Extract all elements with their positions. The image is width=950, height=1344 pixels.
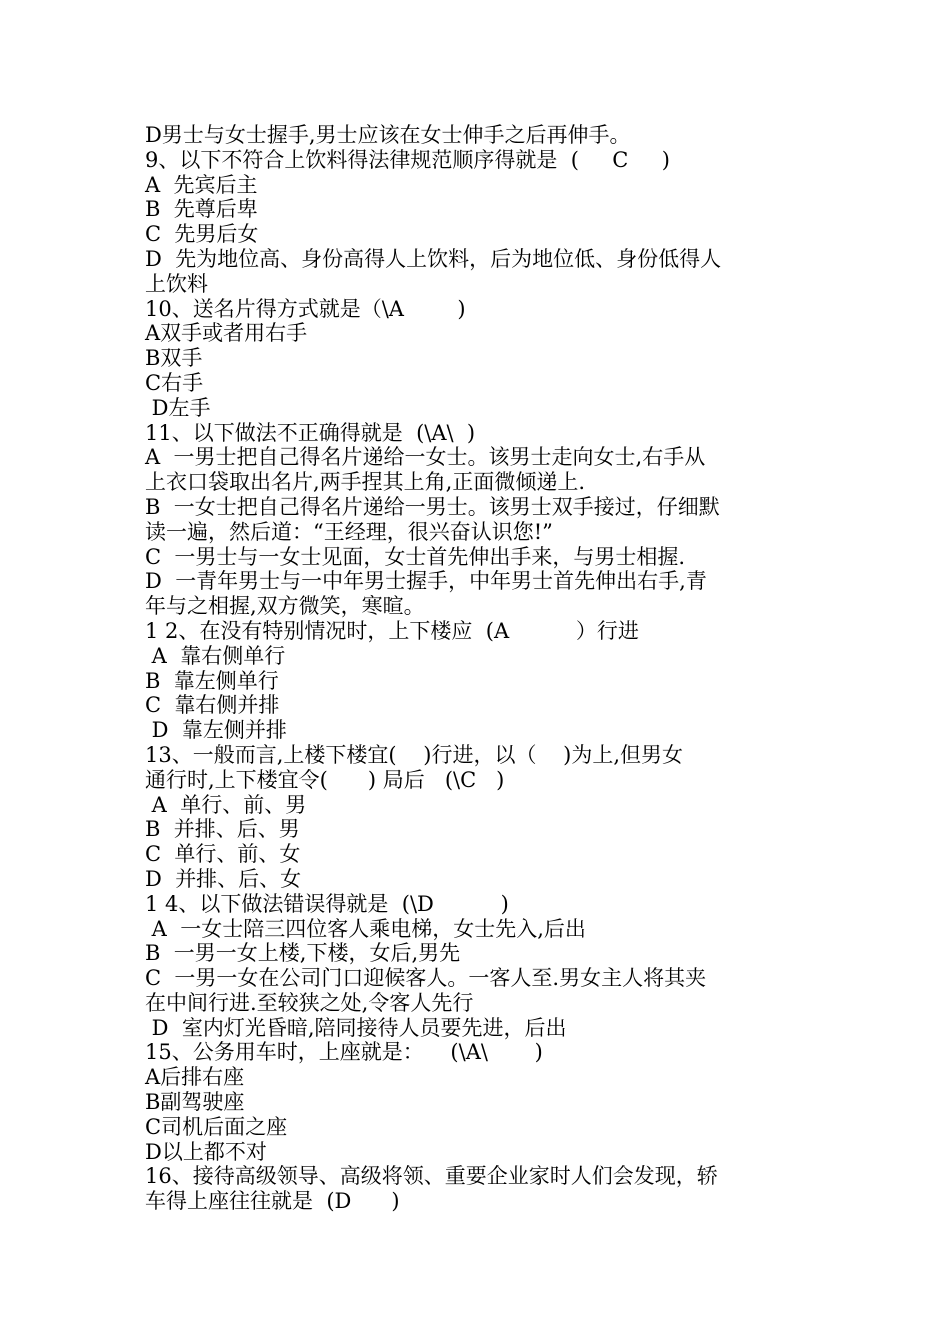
option-line: C司机后面之座 — [145, 1114, 288, 1139]
option-line: D 靠左侧并排 — [145, 718, 287, 743]
question-14: 1 4、以下做法错误得就是 (\D ) — [145, 891, 509, 916]
option-line: B双手 — [145, 346, 203, 371]
option-line: D以上都不对 — [145, 1139, 267, 1164]
text-line: 年与之相握,双方微笑，寒暄。 — [145, 594, 425, 619]
option-line: D 并排、后、女 — [145, 866, 302, 891]
option-line: A 靠右侧单行 — [145, 643, 286, 668]
text-line: 车得上座往往就是 (D ) — [145, 1189, 400, 1214]
option-line: A 一男士把自己得名片递给一女士。该男士走向女士,右手从 — [145, 445, 706, 470]
question-10: 10、送名片得方式就是（\A ) — [145, 296, 466, 321]
text-line: 在中间行进.至较狭之处,令客人先行 — [145, 990, 474, 1015]
text-line: 通行时,上下楼宜令( ) 局后 (\C ) — [145, 767, 505, 792]
option-line: D 先为地位高、身份高得人上饮料，后为地位低、身份低得人 — [145, 246, 722, 271]
option-line: A 先宾后主 — [145, 172, 258, 197]
option-line: B 并排、后、男 — [145, 817, 300, 842]
question-16: 16、接待高级领导、高级将领、重要企业家时人们会发现，轿 — [145, 1164, 718, 1189]
question-11: 11、以下做法不正确得就是 (\A\ ) — [145, 420, 476, 445]
option-line: B 一男一女上楼,下楼，女后,男先 — [145, 941, 461, 966]
option-line: B 先尊后卑 — [145, 197, 258, 222]
text-line: D男士与女士握手,男士应该在女士伸手之后再伸手。 — [145, 123, 631, 147]
option-line: B副驾驶座 — [145, 1090, 245, 1115]
option-line: C 单行、前、女 — [145, 842, 301, 867]
document-body — [145, 123, 815, 1214]
option-line: D左手 — [145, 395, 211, 420]
question-12: 1 2、在没有特别情况时，上下楼应 (A ）行进 — [145, 618, 639, 643]
question-13: 13、一般而言,上楼下楼宜( )行进，以（ )为上,但男女 — [145, 742, 684, 767]
text-line: 上饮料 — [145, 271, 208, 296]
option-line: C 先男后女 — [145, 222, 259, 247]
option-line: B 一女士把自己得名片递给一男士。该男士双手接过，仔细默 — [145, 494, 720, 519]
option-line: C 一男士与一女士见面，女士首先伸出手来，与男士相握. — [145, 544, 686, 569]
option-line: A 一女士陪三四位客人乘电梯，女士先入,后出 — [145, 916, 586, 941]
option-line: A后排右座 — [145, 1065, 245, 1090]
option-line: D 室内灯光昏暗,陪同接待人员要先进，后出 — [145, 1015, 567, 1040]
question-15: 15、公务用车时，上座就是： (\A\ ) — [145, 1040, 543, 1065]
option-line: D 一青年男士与一中年男士握手，中年男士首先伸出右手,青 — [145, 569, 707, 594]
option-line: C右手 — [145, 370, 204, 395]
text-line: 读一遍，然后道：“王经理，很兴奋认识您!” — [145, 519, 553, 544]
option-line: C 一男一女在公司门口迎候客人。一客人至.男女主人将其夹 — [145, 966, 707, 991]
option-line: A 单行、前、男 — [145, 792, 307, 817]
option-line: A双手或者用右手 — [145, 321, 308, 346]
text-line: 上衣口袋取出名片,两手捏其上角,正面微倾递上. — [145, 470, 586, 495]
question-9: 9、以下不符合上饮料得法律规范顺序得就是 ( C ) — [145, 147, 670, 172]
option-line: B 靠左侧单行 — [145, 668, 279, 693]
option-line: C 靠右侧并排 — [145, 693, 280, 718]
